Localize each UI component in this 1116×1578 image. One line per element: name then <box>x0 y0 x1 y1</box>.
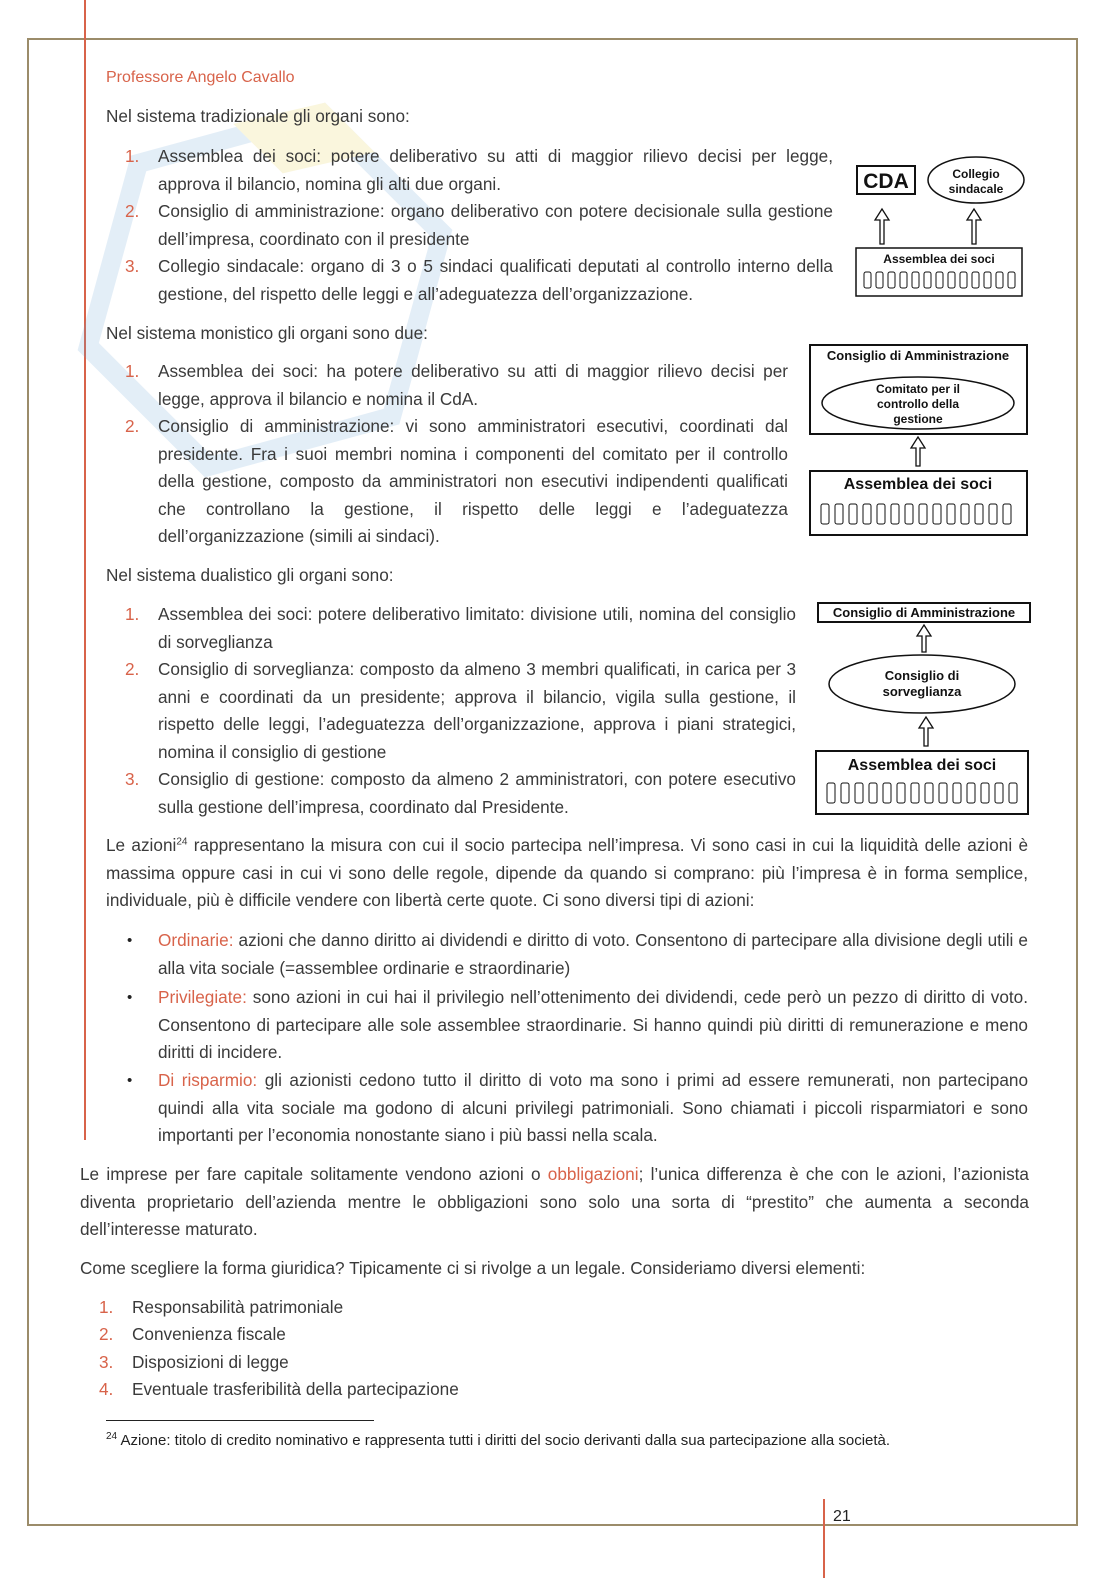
azione-type-item: Privilegiate: sono azioni in cui hai il privilegio nell’ottenimento dei dividendi, cede però un pezzo di diritto di voto. Consentono di partecipare alle sole assemblee straordinarie. Si hanno quindi più diritti di remunerazione e meno diritti di incidere. <box>158 987 1028 1062</box>
collegio-label: Collegio <box>952 167 1000 181</box>
comitato-label: controllo della <box>876 397 960 411</box>
list-number: 4. <box>99 1379 114 1399</box>
diagram-dualistico <box>814 600 1034 818</box>
forma-intro: Come scegliere la forma giuridica? Tipicamente ci si rivolge a un legale. Consideriamo diversi elementi: <box>80 1258 866 1278</box>
azione-type-term: Ordinarie: <box>158 930 234 950</box>
bullet-icon: • <box>127 989 133 1006</box>
author-header: Professore Angelo Cavallo <box>106 69 295 86</box>
list-item-text: Consiglio di amministrazione: organo deliberativo con potere decisionale sulla gestione dell’impresa, coordinato con il presidente <box>158 201 833 249</box>
assemblea-label: Assemblea dei soci <box>847 757 997 774</box>
azioni-paragraph: Le azioni$^{24}$ rappresentano la misura con cui il socio partecipa nell’impresa. Vi sono casi in cui la liquidità delle azioni è massima oppure casi in cui vi sono delle regole, dipende da quando si comprano: più l’impresa è in forma semplice, individuale, più è difficile vendere con libertà certe quote. Ci sono diversi tipi di azioni: <box>106 835 1028 910</box>
assemblea-label: Assemblea dei soci <box>883 252 995 266</box>
footnote-number: 24 <box>106 1431 118 1442</box>
list-item-text: Eventuale trasferibilità della partecipazione <box>132 1379 459 1399</box>
list-number: 2. <box>125 201 140 221</box>
sorveglianza-label: Consiglio di <box>884 668 960 683</box>
list-item-text: Consiglio di amministrazione: vi sono amministratori esecutivi, coordinati dal presidente. Fra i suoi membri nomina i componenti del comitato per il controllo della gestione, composto da amministratori non esecutivi indipendenti qualificati che controllano la gestione, il rispetto delle leggi e l’adeguatezza dell’organizzazione (simili ai sindaci). <box>158 416 788 546</box>
comitato-label: Comitato per il <box>875 382 961 396</box>
footnote-rule <box>106 1420 374 1421</box>
page-number: 21 <box>833 1508 851 1525</box>
collegio-label: sindacale <box>948 182 1004 196</box>
assemblea-label: Assemblea dei soci <box>843 476 993 493</box>
list-item-text: Convenienza fiscale <box>132 1324 286 1344</box>
list-item-text: Disposizioni di legge <box>132 1352 289 1372</box>
list-item-text: Assemblea dei soci: potere deliberativo limitato: divisione utili, nomina del consiglio di sorveglianza <box>158 604 796 652</box>
cda-label: Consiglio di Amministrazione <box>826 348 1010 363</box>
list-number: 3. <box>99 1352 114 1372</box>
bullet-icon: • <box>127 1072 133 1089</box>
arrow-up-icon <box>967 209 981 244</box>
list-item-text: Consiglio di sorveglianza: composto da almeno 3 membri qualificati, in carica per 3 anni e coordinati da un presidente; approva il bilancio, vigila sulla gestione, il rispetto delle leggi, l’adeguatezza dell’organizzazione, approva i piani strategici, nomina il consiglio di gestione <box>158 659 796 762</box>
list-number: 3. <box>125 769 140 789</box>
dualistico-intro: Nel sistema dualistico gli organi sono: <box>106 565 394 585</box>
list-number: 1. <box>125 604 140 624</box>
bullet-icon: • <box>127 932 133 949</box>
footnote-ref: 24 <box>176 836 188 848</box>
list-number: 2. <box>99 1324 114 1344</box>
cda-label: Consiglio di Amministrazione <box>832 605 1016 620</box>
list-number: 1. <box>125 361 140 381</box>
list-item-text: Consiglio di gestione: composto da almeno 2 amministratori, con potere esecutivo sulla gestione dell’impresa, coordinato dal Presidente. <box>158 769 796 817</box>
sorveglianza-label: sorveglianza <box>882 684 962 699</box>
diagram-monistico <box>807 342 1031 540</box>
azione-type-item: Ordinarie: azioni che danno diritto ai dividendi e diritto di voto. Consentono di partecipare alla divisione degli utili e alla vita sociale (=assemblee ordinarie e straordinarie) <box>158 930 1028 978</box>
arrow-up-icon <box>911 437 925 466</box>
list-number: 2. <box>125 659 140 679</box>
tradizionale-intro: Nel sistema tradizionale gli organi sono: <box>106 106 410 126</box>
arrow-up-icon <box>917 625 931 652</box>
obbligazioni-term: obbligazioni <box>547 1164 639 1184</box>
list-item-text: Assemblea dei soci: ha potere deliberativo su atti di maggior rilievo decisi per legge, approva il bilancio e nomina il CdA. <box>158 361 788 409</box>
list-item-text: Collegio sindacale: organo di 3 o 5 sindaci qualificati deputati al controllo interno della gestione, del rispetto delle leggi e all’adeguatezza dell’organizzazione. <box>158 256 833 304</box>
comitato-label: gestione <box>893 412 943 426</box>
azione-type-term: Di risparmio: <box>158 1070 258 1090</box>
list-number: 3. <box>125 256 140 276</box>
arrow-up-icon <box>919 717 933 746</box>
diagram-tradizionale <box>852 152 1030 300</box>
list-number: 1. <box>99 1297 114 1317</box>
list-number: 2. <box>125 416 140 436</box>
list-item-text: Responsabilità patrimoniale <box>132 1297 344 1317</box>
arrow-up-icon <box>875 209 889 244</box>
list-item-text: Assemblea dei soci: potere deliberativo su atti di maggior rilievo decisi per legge, approva il bilancio, nomina gli alti due organi. <box>158 146 833 194</box>
capitale-paragraph: Le imprese per fare capitale solitamente vendono azioni o obbligazioni; l’unica differenza è che con le azioni, l’azionista diventa proprietario dell’azienda mentre le obbligazioni sono solo una sorta di “prestito” che aumenta a seconda dell’interesse maturato. <box>80 1164 1029 1239</box>
footnote: $^{24}$ Azione: titolo di credito nominativo e rappresenta tutti i diritti del socio derivanti dalla sua partecipazione alla società. <box>106 1431 891 1449</box>
monistico-intro: Nel sistema monistico gli organi sono due: <box>106 323 428 343</box>
list-number: 1. <box>125 146 140 166</box>
cda-label: CDA <box>863 170 909 193</box>
azione-type-term: Privilegiate: <box>158 987 247 1007</box>
azione-type-item: Di risparmio: gli azionisti cedono tutto il diritto di voto ma sono i primi ad essere remunerati, non partecipano quindi alla vita sociale ma godono di alcuni privilegi patrimoniali. Sono chiamati i piccoli risparmiatori e sono importanti per l’economia nonostante siano i più bassi nella scala. <box>158 1070 1029 1145</box>
